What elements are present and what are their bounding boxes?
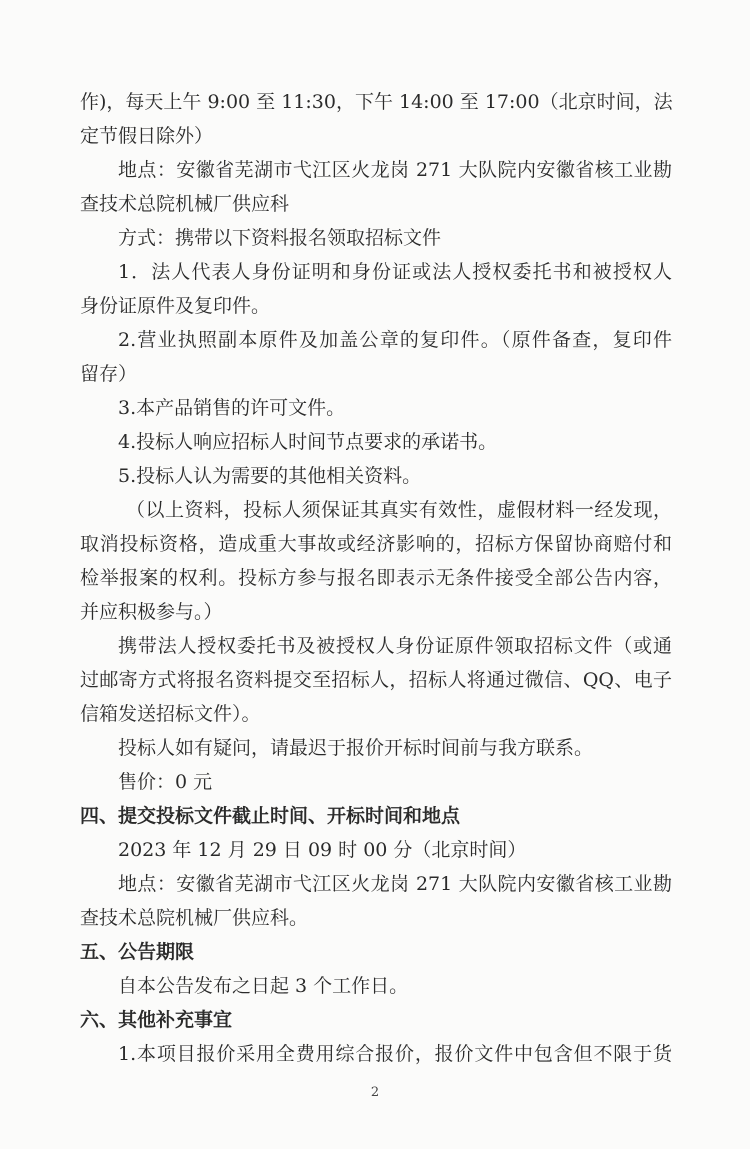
- text-line: 过邮寄方式将报名资料提交至招标人，招标人将通过微信、QQ、电子: [80, 669, 672, 691]
- text-line: 2.营业执照副本原件及加盖公章的复印件。（原件备查，复印件: [118, 329, 672, 351]
- section-heading: 五、公告期限: [80, 941, 195, 963]
- text-line: 2023 年 12 月 29 日 09 时 00 分（北京时间）: [118, 839, 527, 861]
- text-line: 查技术总院机械厂供应科: [80, 193, 290, 215]
- text-line: 作)，每天上午 9:00 至 11:30，下午 14:00 至 17:00（北京时间，法: [80, 91, 673, 113]
- text-line: 方式：携带以下资料报名领取招标文件: [118, 227, 442, 249]
- text-line: 5.投标人认为需要的其他相关资料。: [118, 465, 422, 487]
- text-line: 1.本项目报价采用全费用综合报价，报价文件中包含但不限于货: [118, 1043, 672, 1065]
- text-line: 并应积极参与。）: [80, 601, 223, 623]
- text-line: 信箱发送招标文件）。: [80, 703, 261, 725]
- text-line: 地点：安徽省芜湖市弋江区火龙岗 271 大队院内安徽省核工业勘: [118, 873, 672, 895]
- page-number: 2: [370, 1085, 380, 1100]
- text-line: 投标人如有疑问，请最迟于报价开标时间前与我方联系。: [118, 737, 594, 759]
- text-line: 携带法人授权委托书及被授权人身份证原件领取招标文件（或通: [118, 635, 672, 657]
- text-line: 定节假日除外）: [80, 125, 214, 147]
- text-line: 身份证原件及复印件。: [80, 295, 271, 317]
- text-line: 自本公告发布之日起 3 个工作日。: [118, 975, 409, 997]
- text-line: 留存）: [80, 363, 138, 385]
- text-line: 地点：安徽省芜湖市弋江区火龙岗 271 大队院内安徽省核工业勘: [118, 159, 672, 181]
- section-heading: 六、其他补充事宜: [80, 1009, 233, 1031]
- text-line: 售价：0 元: [118, 771, 213, 793]
- text-line: 1．法人代表人身份证明和身份证或法人授权委托书和被授权人: [118, 261, 672, 283]
- text-line: 检举报案的权利。投标方参与报名即表示无条件接受全部公告内容，: [80, 567, 672, 589]
- text-line: 取消投标资格，造成重大事故或经济影响的，招标方保留协商赔付和: [80, 533, 672, 555]
- text-line: 4.投标人响应招标人时间节点要求的承诺书。: [118, 431, 498, 453]
- text-line: 查技术总院机械厂供应科。: [80, 907, 309, 929]
- text-line: 3.本产品销售的许可文件。: [118, 397, 346, 419]
- text-line: （以上资料，投标人须保证其真实有效性，虚假材料一经发现，: [126, 499, 672, 521]
- section-heading: 四、提交投标文件截止时间、开标时间和地点: [80, 805, 461, 827]
